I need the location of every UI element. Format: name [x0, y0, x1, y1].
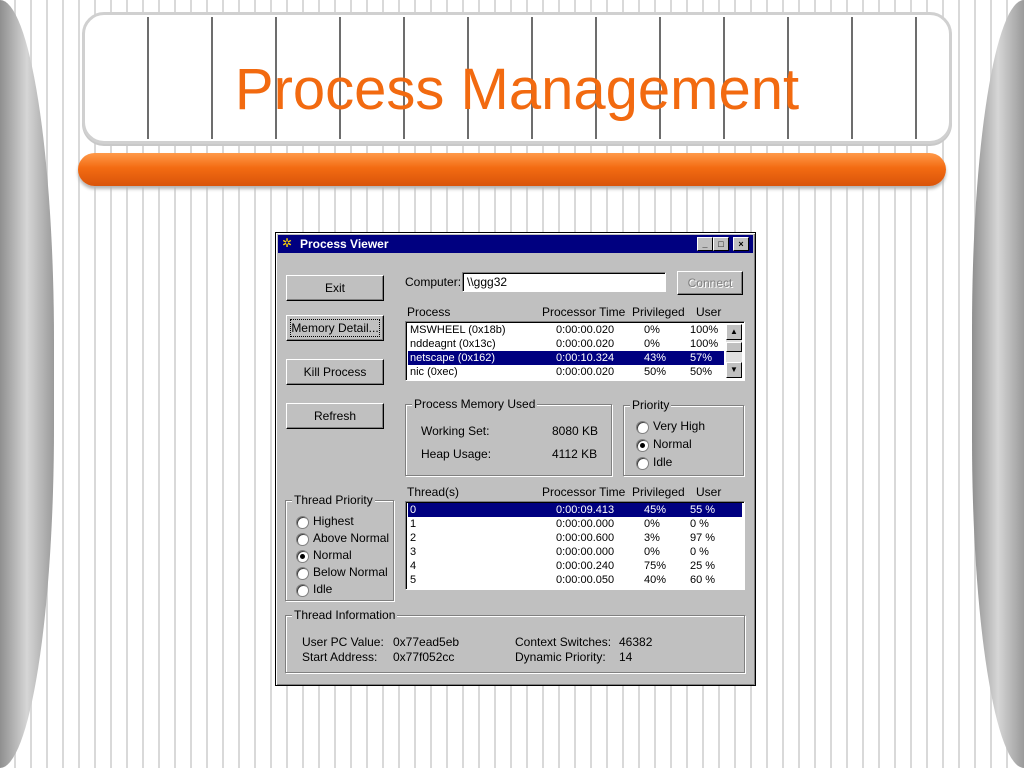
memory-detail-button[interactable]: Memory Detail...	[286, 315, 384, 341]
window-title: Process Viewer	[300, 237, 389, 251]
start-address-label: Start Address:	[302, 650, 378, 664]
scroll-thumb[interactable]	[726, 342, 742, 352]
close-button[interactable]: ×	[733, 237, 749, 251]
process-row[interactable]	[408, 337, 724, 351]
thread-priority-label-idle[interactable]: Idle	[313, 582, 333, 596]
thread-priority-label-above-normal[interactable]: Above Normal	[313, 531, 390, 545]
thread-row[interactable]	[408, 573, 742, 587]
thread-row-user: 25 %	[690, 560, 716, 572]
thread-row-user: 97 %	[690, 532, 716, 544]
process-time-col-header[interactable]: Processor Time	[542, 305, 626, 319]
heap-usage-label: Heap Usage:	[421, 447, 492, 461]
start-address-value: 0x77f052cc	[393, 650, 455, 664]
refresh-button[interactable]: Refresh	[286, 403, 384, 429]
window-titlebar[interactable]	[278, 235, 753, 253]
process-row-privileged: 0%	[644, 338, 660, 350]
process-row-processor-time: 0:00:00.020	[556, 338, 615, 350]
thread-priority-group	[285, 493, 394, 601]
context-switches-label: Context Switches:	[515, 635, 612, 649]
thread-user-col-header[interactable]: User	[696, 485, 722, 499]
process-row-name: netscape (0x162)	[410, 352, 495, 364]
thread-row-user: 60 %	[690, 574, 716, 586]
thread-row-user: 0 %	[690, 518, 709, 530]
thread-row-processor-time: 0:00:00.050	[556, 574, 615, 586]
thread-row-name: 5	[410, 574, 417, 586]
minimize-button[interactable]: _	[697, 237, 713, 251]
thread-row-privileged: 40%	[644, 574, 667, 586]
thread-row[interactable]	[408, 531, 742, 545]
thread-priority-radio-idle[interactable]	[296, 584, 309, 597]
working-set-label: Working Set:	[421, 424, 490, 438]
process-col-header[interactable]: Process	[407, 305, 451, 319]
thread-priority-radio-normal[interactable]	[296, 550, 309, 563]
thread-time-col-header[interactable]: Processor Time	[542, 485, 626, 499]
process-row[interactable]	[408, 365, 724, 379]
process-row-name: nddeagnt (0x13c)	[410, 338, 496, 350]
thread-priority-label-normal[interactable]: Normal	[313, 548, 352, 562]
thread-row-privileged: 0%	[644, 518, 660, 530]
scroll-down-icon[interactable]: ▼	[726, 362, 742, 378]
memory-group	[405, 397, 612, 476]
process-row-processor-time: 0:00:00.020	[556, 366, 615, 378]
thread-col-header[interactable]: Thread(s)	[407, 485, 460, 499]
thread-row[interactable]	[408, 559, 742, 573]
thread-row-name: 1	[410, 518, 417, 530]
kill-process-button[interactable]: Kill Process	[286, 359, 384, 385]
thread-priority-radio-highest[interactable]	[296, 516, 309, 529]
process-row-name: nic (0xec)	[410, 366, 458, 378]
connect-button[interactable]: Connect	[677, 271, 743, 295]
computer-input[interactable]: \\ggg32	[462, 272, 666, 292]
process-row-user: 100%	[690, 338, 719, 350]
process-row-user: 50%	[690, 366, 713, 378]
process-viewer-icon: ✲	[282, 236, 293, 250]
priority-radio-normal[interactable]	[636, 439, 649, 452]
priority-label-very-high[interactable]: Very High	[653, 419, 706, 433]
thread-row-privileged: 75%	[644, 560, 667, 572]
title-frame	[82, 12, 952, 144]
dynamic-priority-value: 14	[619, 650, 633, 664]
process-row[interactable]	[408, 351, 724, 365]
process-row-user: 100%	[690, 324, 719, 336]
thread-row-user: 55 %	[690, 504, 716, 516]
thread-row-name: 4	[410, 560, 417, 572]
thread-info-group-label: Thread Information	[294, 608, 396, 622]
thread-priority-label-highest[interactable]: Highest	[313, 514, 354, 528]
thread-info-group	[285, 608, 745, 673]
thread-row[interactable]	[408, 517, 742, 531]
process-user-col-header[interactable]: User	[696, 305, 722, 319]
process-row-privileged: 0%	[644, 324, 660, 336]
process-privileged-col-header[interactable]: Privileged	[632, 305, 685, 319]
process-row-name: MSWHEEL (0x18b)	[410, 324, 506, 336]
process-row[interactable]	[408, 323, 724, 337]
process-viewer-window	[275, 232, 756, 686]
thread-row-privileged: 3%	[644, 532, 660, 544]
thread-priority-radio-above-normal[interactable]	[296, 533, 309, 546]
priority-radio-very-high[interactable]	[636, 421, 649, 434]
user-pc-value: 0x77ead5eb	[393, 635, 460, 649]
user-pc-label: User PC Value:	[302, 635, 384, 649]
process-list-scrollbar[interactable]	[726, 324, 742, 378]
thread-row-name: 3	[410, 546, 417, 558]
dynamic-priority-label: Dynamic Priority:	[515, 650, 606, 664]
priority-radio-idle[interactable]	[636, 457, 649, 470]
thread-row-processor-time: 0:00:00.000	[556, 546, 615, 558]
slide-title: Process Management	[234, 57, 800, 122]
thread-list[interactable]	[405, 501, 745, 590]
priority-label-normal[interactable]: Normal	[653, 437, 692, 451]
process-row-processor-time: 0:00:10.324	[556, 352, 615, 364]
thread-row-name: 0	[410, 504, 417, 516]
thread-priority-label-below-normal[interactable]: Below Normal	[313, 565, 388, 579]
priority-group-label: Priority	[632, 398, 670, 412]
left-decorative-pillar	[0, 0, 54, 768]
thread-row-processor-time: 0:00:00.240	[556, 560, 615, 572]
computer-label: Computer:	[405, 275, 462, 289]
thread-row[interactable]	[408, 545, 742, 559]
process-row-user: 57%	[690, 352, 713, 364]
orange-divider-bar	[78, 153, 946, 186]
thread-row-privileged: 45%	[644, 504, 667, 516]
thread-row-processor-time: 0:00:00.000	[556, 518, 615, 530]
process-row-privileged: 43%	[644, 352, 667, 364]
priority-label-idle[interactable]: Idle	[653, 455, 673, 469]
process-row-processor-time: 0:00:00.020	[556, 324, 615, 336]
process-row-privileged: 50%	[644, 366, 667, 378]
process-list[interactable]	[405, 321, 745, 381]
thread-priority-radio-below-normal[interactable]	[296, 567, 309, 580]
thread-row[interactable]	[408, 503, 742, 517]
thread-row-processor-time: 0:00:00.600	[556, 532, 615, 544]
heap-usage-value: 4112 KB	[552, 447, 598, 461]
thread-row-name: 2	[410, 532, 417, 544]
thread-row-privileged: 0%	[644, 546, 660, 558]
maximize-button[interactable]: □	[713, 237, 729, 251]
thread-privileged-col-header[interactable]: Privileged	[632, 485, 685, 499]
thread-row-processor-time: 0:00:09.413	[556, 504, 615, 516]
right-decorative-pillar	[972, 0, 1024, 768]
context-switches-value: 46382	[619, 635, 653, 649]
scroll-up-icon[interactable]: ▲	[726, 324, 742, 340]
exit-button[interactable]: Exit	[286, 275, 384, 301]
thread-row-user: 0 %	[690, 546, 709, 558]
working-set-value: 8080 KB	[552, 424, 599, 438]
memory-group-label: Process Memory Used	[414, 397, 536, 411]
thread-priority-group-label: Thread Priority	[294, 493, 373, 507]
priority-group	[623, 398, 744, 476]
